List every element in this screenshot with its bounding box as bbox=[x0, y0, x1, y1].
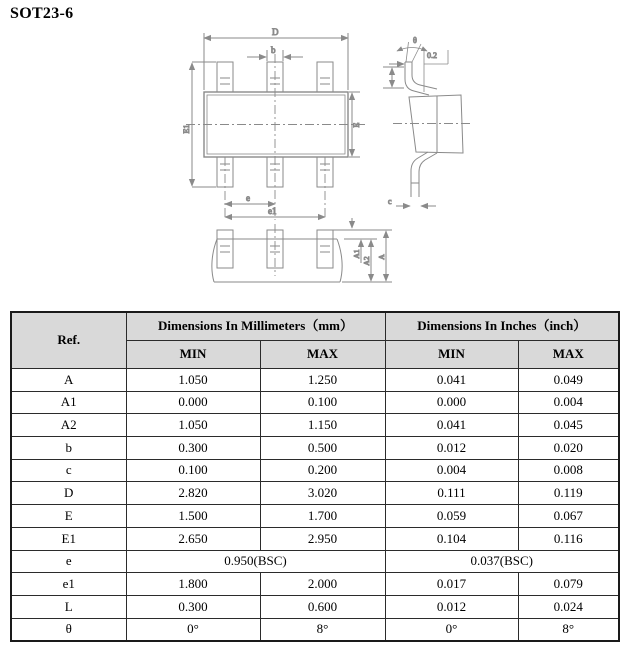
inch-min-cell: 0.004 bbox=[385, 459, 518, 482]
ref-cell: A bbox=[11, 369, 126, 392]
side-view-drawing bbox=[383, 36, 473, 206]
inch-min-cell: 0.000 bbox=[385, 391, 518, 414]
inch-min-cell: 0.059 bbox=[385, 505, 518, 528]
inch-bsc-cell: 0.037(BSC) bbox=[385, 550, 619, 573]
label-A1: A1 bbox=[352, 249, 361, 259]
ref-cell: e1 bbox=[11, 573, 126, 596]
label-A2: A2 bbox=[362, 256, 371, 266]
mm-max-cell: 8° bbox=[260, 618, 385, 641]
front-view-drawing bbox=[212, 218, 392, 282]
label-D: D bbox=[272, 27, 279, 37]
mm-min-cell: 1.800 bbox=[126, 573, 260, 596]
dim-lead-height bbox=[383, 67, 404, 88]
inch-min-cell: 0.041 bbox=[385, 369, 518, 392]
table-row-E1 bbox=[11, 527, 619, 550]
header-inch-group: Dimensions In Inches（inch） bbox=[385, 312, 619, 341]
header-inch-min: MIN bbox=[385, 341, 518, 369]
mm-max-cell: 0.200 bbox=[260, 459, 385, 482]
mm-min-cell: 1.050 bbox=[126, 369, 260, 392]
page-title: SOT23-6 bbox=[10, 5, 74, 22]
ref-cell: A1 bbox=[11, 391, 126, 414]
mm-min-cell: 0.300 bbox=[126, 595, 260, 618]
mm-max-cell: 2.950 bbox=[260, 527, 385, 550]
package-dimension-table bbox=[10, 311, 620, 642]
header-mm-group: Dimensions In Millimeters（mm） bbox=[126, 312, 385, 341]
header-mm-min: MIN bbox=[126, 341, 260, 369]
header-inch-max: MAX bbox=[518, 341, 619, 369]
label-theta: θ bbox=[413, 36, 417, 45]
table-row-e1 bbox=[11, 573, 619, 596]
mm-max-cell: 3.020 bbox=[260, 482, 385, 505]
table-row-L bbox=[11, 595, 619, 618]
ref-cell: e bbox=[11, 550, 126, 573]
mm-bsc-cell: 0.950(BSC) bbox=[126, 550, 385, 573]
centerlines bbox=[186, 54, 366, 220]
header-ref: Ref. bbox=[11, 312, 126, 369]
dim-offset bbox=[389, 50, 448, 92]
mm-min-cell: 1.500 bbox=[126, 505, 260, 528]
ref-cell: A2 bbox=[11, 414, 126, 437]
mm-max-cell: 2.000 bbox=[260, 573, 385, 596]
inch-max-cell: 0.008 bbox=[518, 459, 619, 482]
ref-cell: D bbox=[11, 482, 126, 505]
label-offset: 0.2 bbox=[427, 51, 437, 60]
inch-max-cell: 0.079 bbox=[518, 573, 619, 596]
mm-min-cell: 2.650 bbox=[126, 527, 260, 550]
inch-max-cell: 0.067 bbox=[518, 505, 619, 528]
table-row-A2 bbox=[11, 414, 619, 437]
mm-max-cell: 0.600 bbox=[260, 595, 385, 618]
mm-min-cell: 0.300 bbox=[126, 437, 260, 460]
inch-max-cell: 0.119 bbox=[518, 482, 619, 505]
inch-min-cell: 0.012 bbox=[385, 595, 518, 618]
package-outline-drawing bbox=[0, 0, 628, 308]
table-row-c bbox=[11, 459, 619, 482]
dimension-table-body bbox=[11, 369, 619, 642]
mm-max-cell: 0.100 bbox=[260, 391, 385, 414]
label-b: b bbox=[271, 45, 276, 55]
ref-cell: c bbox=[11, 459, 126, 482]
label-A: A bbox=[377, 254, 386, 260]
table-row-A bbox=[11, 369, 619, 392]
table-row-D bbox=[11, 482, 619, 505]
mm-max-cell: 1.150 bbox=[260, 414, 385, 437]
label-c: c bbox=[388, 197, 392, 206]
top-view-drawing bbox=[182, 27, 366, 220]
table-row-E bbox=[11, 505, 619, 528]
mm-max-cell: 0.500 bbox=[260, 437, 385, 460]
header-mm-max: MAX bbox=[260, 341, 385, 369]
ref-cell: E bbox=[11, 505, 126, 528]
table-row-A1 bbox=[11, 391, 619, 414]
inch-max-cell: 0.020 bbox=[518, 437, 619, 460]
inch-min-cell: 0.017 bbox=[385, 573, 518, 596]
ref-cell: b bbox=[11, 437, 126, 460]
inch-max-cell: 0.049 bbox=[518, 369, 619, 392]
mm-min-cell: 1.050 bbox=[126, 414, 260, 437]
inch-min-cell: 0.041 bbox=[385, 414, 518, 437]
inch-min-cell: 0.111 bbox=[385, 482, 518, 505]
table-row-b bbox=[11, 437, 619, 460]
label-E1: E1 bbox=[182, 124, 191, 134]
mm-max-cell: 1.700 bbox=[260, 505, 385, 528]
label-e1: e1 bbox=[268, 206, 277, 216]
label-E: E bbox=[352, 122, 361, 128]
inch-max-cell: 8° bbox=[518, 618, 619, 641]
ref-cell: L bbox=[11, 595, 126, 618]
inch-min-cell: 0° bbox=[385, 618, 518, 641]
table-row-e bbox=[11, 550, 619, 573]
inch-min-cell: 0.104 bbox=[385, 527, 518, 550]
inch-min-cell: 0.012 bbox=[385, 437, 518, 460]
mm-min-cell: 0° bbox=[126, 618, 260, 641]
mm-min-cell: 0.100 bbox=[126, 459, 260, 482]
inch-max-cell: 0.024 bbox=[518, 595, 619, 618]
inch-max-cell: 0.116 bbox=[518, 527, 619, 550]
dim-theta bbox=[397, 42, 427, 62]
label-e: e bbox=[246, 193, 250, 203]
mm-min-cell: 2.820 bbox=[126, 482, 260, 505]
ref-cell: E1 bbox=[11, 527, 126, 550]
inch-max-cell: 0.045 bbox=[518, 414, 619, 437]
ref-cell: θ bbox=[11, 618, 126, 641]
inch-max-cell: 0.004 bbox=[518, 391, 619, 414]
mm-max-cell: 1.250 bbox=[260, 369, 385, 392]
mm-min-cell: 0.000 bbox=[126, 391, 260, 414]
table-row-θ bbox=[11, 618, 619, 641]
